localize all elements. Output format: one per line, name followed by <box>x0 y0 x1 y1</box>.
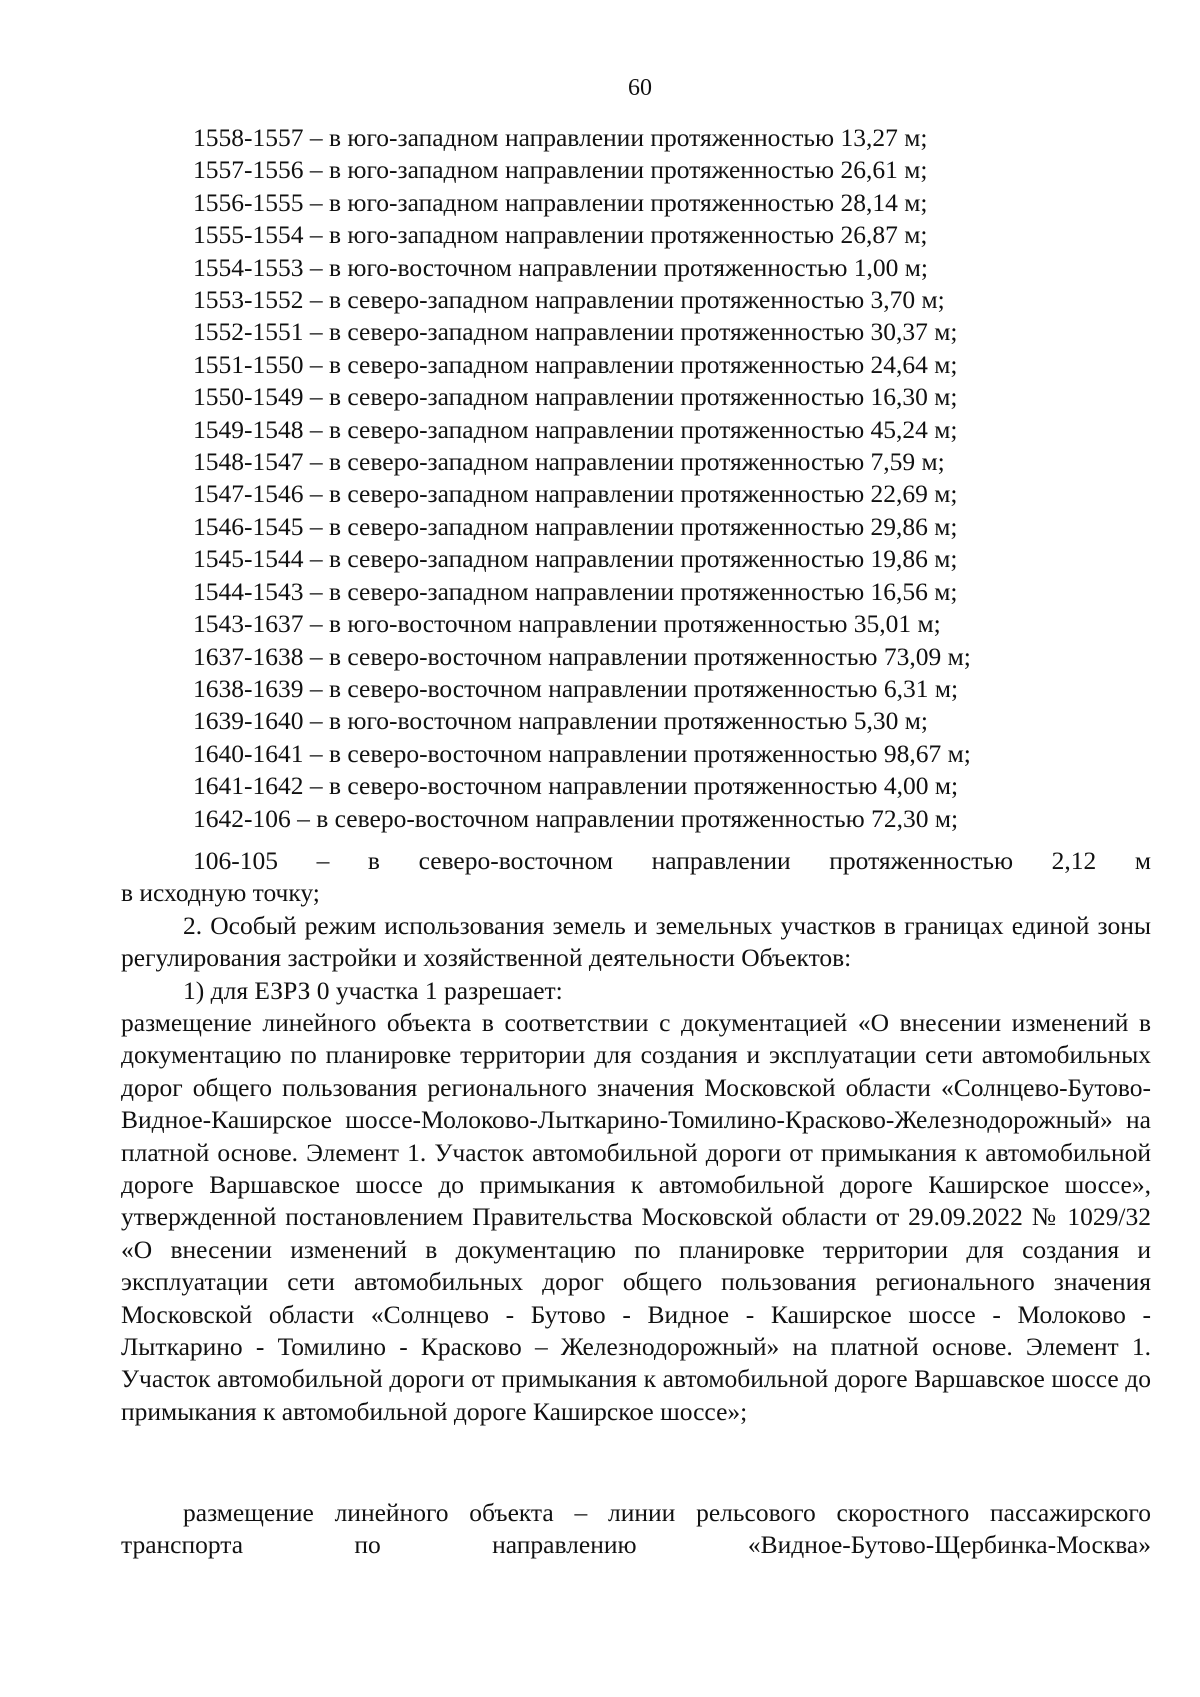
rail-transport-paragraph: размещение линейного объекта – линии рельсового скоростного пассажирского транспорта по направлению «Видное-Бутово-Щербинка-Москва» <box>121 1498 1151 1560</box>
boundary-segment: 1553-1552 – в северо-западном направлении протяженностью 3,70 м; <box>193 285 945 315</box>
last-boundary-segment <box>121 845 1151 910</box>
last-segment-first-line: 106-105 – в северо-восточном направлении протяженностью 2,12 м <box>193 846 1151 875</box>
boundary-segment: 1548-1547 – в северо-западном направлении протяженностью 7,59 м; <box>193 447 945 477</box>
allowed-use-paragraph: размещение линейного объекта в соответствии с документацией «О внесении изменений в документацию по планировке территории для создания и эксплуатации сети автомобильных дорог общего пользования регионального значения Московской области «Солнцево-Бутово-Видное-Каширское шоссе-Молоково-Лыткарино-Томилино-Красково-Железнодорожный» на платной основе. Элемент 1. Участок автомобильной дороги от примыкания к автомобильной дороге Варшавское шоссе до примыкания к автомобильной дороге Каширское шоссе», утвержденной постановлением Правительства Московской области от 29.09.2022 № 1029/32 «О внесении изменений в документацию по планировке территории для создания и эксплуатации сети автомобильных дорог общего пользования регионального значения Московской области «Солнцево - Бутово - Видное - Каширское шоссе - Молоково - Лыткарино - Томилино - Красково – Железнодорожный» на платной основе. Элемент 1. Участок автомобильной дороги от примыкания к автомобильной дороге Варшавское шоссе до примыкания к автомобильной дороге Каширское шоссе»; <box>121 1008 1151 1426</box>
boundary-segment: 1638-1639 – в северо-восточном направлении протяженностью 6,31 м; <box>193 673 959 703</box>
boundary-segment: 1554-1553 – в юго-восточном направлении протяженностью 1,00 м; <box>193 252 929 282</box>
boundary-segment: 1639-1640 – в юго-восточном направлении протяженностью 5,30 м; <box>193 706 929 736</box>
boundary-segment: 1545-1544 – в северо-западном направлении протяженностью 19,86 м; <box>193 544 958 574</box>
boundary-segment: 1552-1551 – в северо-западном направлении протяженностью 30,37 м; <box>193 317 958 347</box>
boundary-segment: 1642-106 – в северо-восточном направлении протяженностью 72,30 м; <box>193 803 959 833</box>
boundary-segment: 1549-1548 – в северо-западном направлении протяженностью 45,24 м; <box>193 414 958 444</box>
boundary-segment: 1637-1638 – в северо-восточном направлении протяженностью 73,09 м; <box>193 641 971 671</box>
boundary-segment: 1557-1556 – в юго-западном направлении протяженностью 26,61 м; <box>193 155 928 185</box>
item-2-paragraph: 2. Особый режим использования земель и земельных участков в границах единой зоны регулирования застройки и хозяйственной деятельности Объектов: <box>121 911 1151 973</box>
boundary-segment: 1640-1641 – в северо-восточном направлении протяженностью 98,67 м; <box>193 738 971 768</box>
boundary-segment: 1556-1555 – в юго-западном направлении протяженностью 28,14 м; <box>193 187 928 217</box>
page-number: 60 <box>628 75 652 101</box>
boundary-segment: 1550-1549 – в северо-западном направлении протяженностью 16,30 м; <box>193 382 958 412</box>
boundary-segment: 1544-1543 – в северо-западном направлении протяженностью 16,56 м; <box>193 576 958 606</box>
boundary-segment: 1551-1550 – в северо-западном направлении протяженностью 24,64 м; <box>193 349 958 379</box>
boundary-segment: 1641-1642 – в северо-восточном направлении протяженностью 4,00 м; <box>193 771 959 801</box>
boundary-segment: 1543-1637 – в юго-восточном направлении протяженностью 35,01 м; <box>193 609 941 639</box>
boundary-segment: 1555-1554 – в юго-западном направлении протяженностью 26,87 м; <box>193 220 928 250</box>
last-segment-continuation: в исходную точку; <box>121 878 320 908</box>
boundary-segment: 1547-1546 – в северо-западном направлении протяженностью 22,69 м; <box>193 479 958 509</box>
item-2-1-paragraph: 1) для ЕЗРЗ 0 участка 1 разрешает: <box>183 976 563 1005</box>
boundary-segment-list <box>193 122 1073 835</box>
boundary-segment: 1558-1557 – в юго-западном направлении протяженностью 13,27 м; <box>193 123 928 152</box>
boundary-segment: 1546-1545 – в северо-западном направлении протяженностью 29,86 м; <box>193 511 958 541</box>
